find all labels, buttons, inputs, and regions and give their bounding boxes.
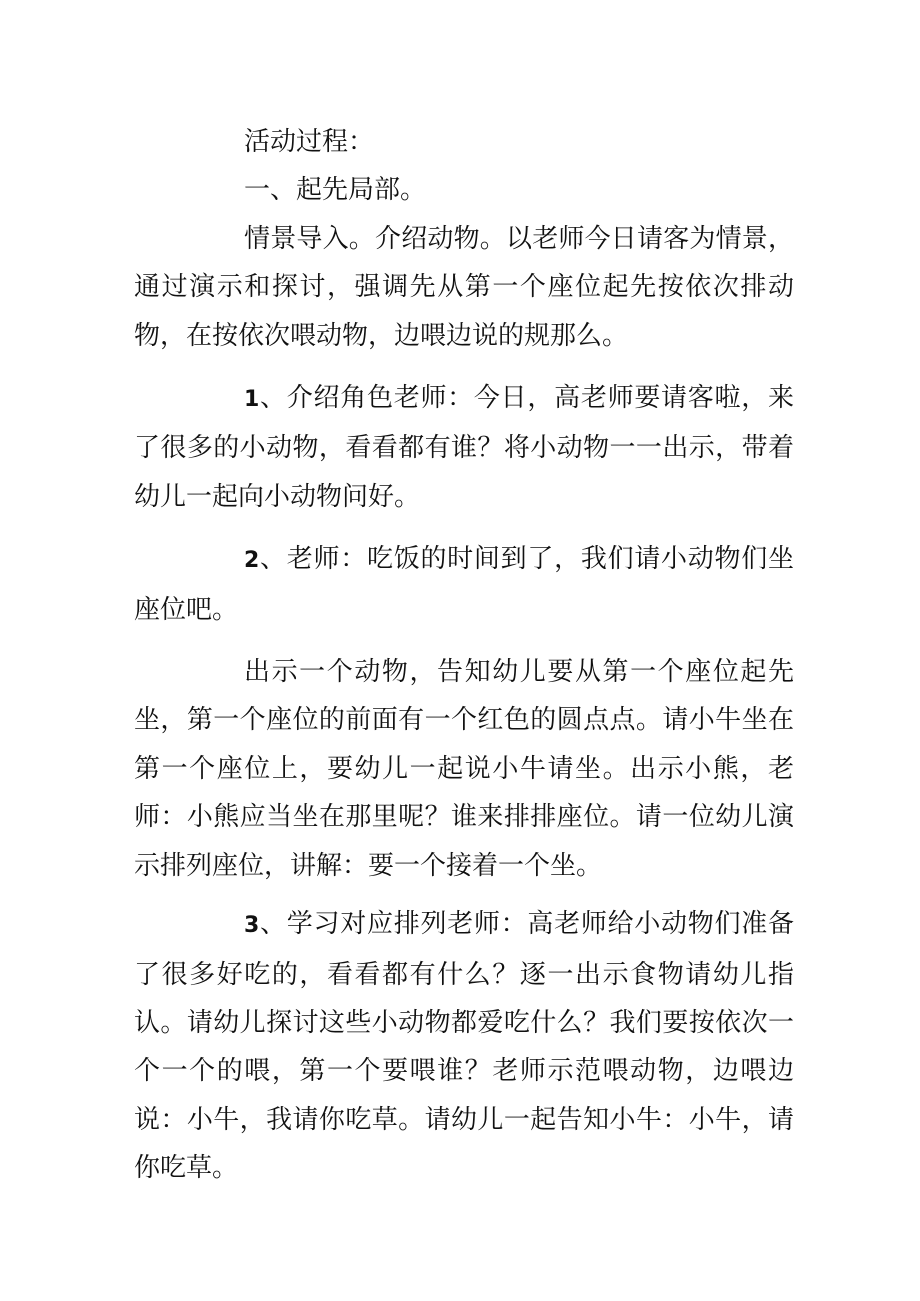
paragraph-intro: [134, 215, 794, 360]
step-number: 3: [244, 913, 260, 939]
paragraph-text: 、老师：吃饭的时间到了，我们请小动物们坐座位吧。: [134, 544, 794, 625]
part-heading-text: 一、起先局部。: [244, 175, 427, 206]
section-title-text: 活动过程：: [244, 127, 375, 157]
paragraph-step-3: [134, 900, 794, 1192]
part-heading: [134, 166, 794, 214]
paragraph-step-1: [134, 374, 794, 521]
document-body: [134, 118, 794, 1207]
paragraph-seating: [134, 648, 794, 890]
paragraph-text: 、学习对应排列老师：高老师给小动物们准备了很多好吃的，看看都有什么？逐一出示食物请幼儿指认。请幼儿探讨这些小动物都爱吃什么？我们要按依次一个一个的喂，第一个要喂谁？老师示范喂动物，边喂边说：小牛，我请你吃草。请幼儿一起告知小牛：小牛，请你吃草。: [134, 909, 794, 1184]
paragraph-text: 情景导入。介绍动物。以老师今日请客为情景，通过演示和探讨，强调先从第一个座位起先按依次排动物，在按依次喂动物，边喂边说的规那么。: [134, 223, 794, 351]
paragraph-step-2: [134, 535, 794, 634]
step-number: 1: [244, 387, 260, 413]
step-number: 2: [244, 548, 260, 574]
section-title: [134, 118, 794, 166]
paragraph-text: 出示一个动物，告知幼儿要从第一个座位起先坐，第一个座位的前面有一个红色的圆点点。请小牛坐在第一个座位上，要幼儿一起说小牛请坐。出示小熊，老师：小熊应当坐在那里呢？谁来排排座位。请一位幼儿演示排列座位，讲解：要一个接着一个坐。: [134, 657, 794, 881]
paragraph-text: 、介绍角色老师：今日，高老师要请客啦，来了很多的小动物，看看都有谁？将小动物一一出示，带着幼儿一起向小动物问好。: [134, 383, 794, 512]
